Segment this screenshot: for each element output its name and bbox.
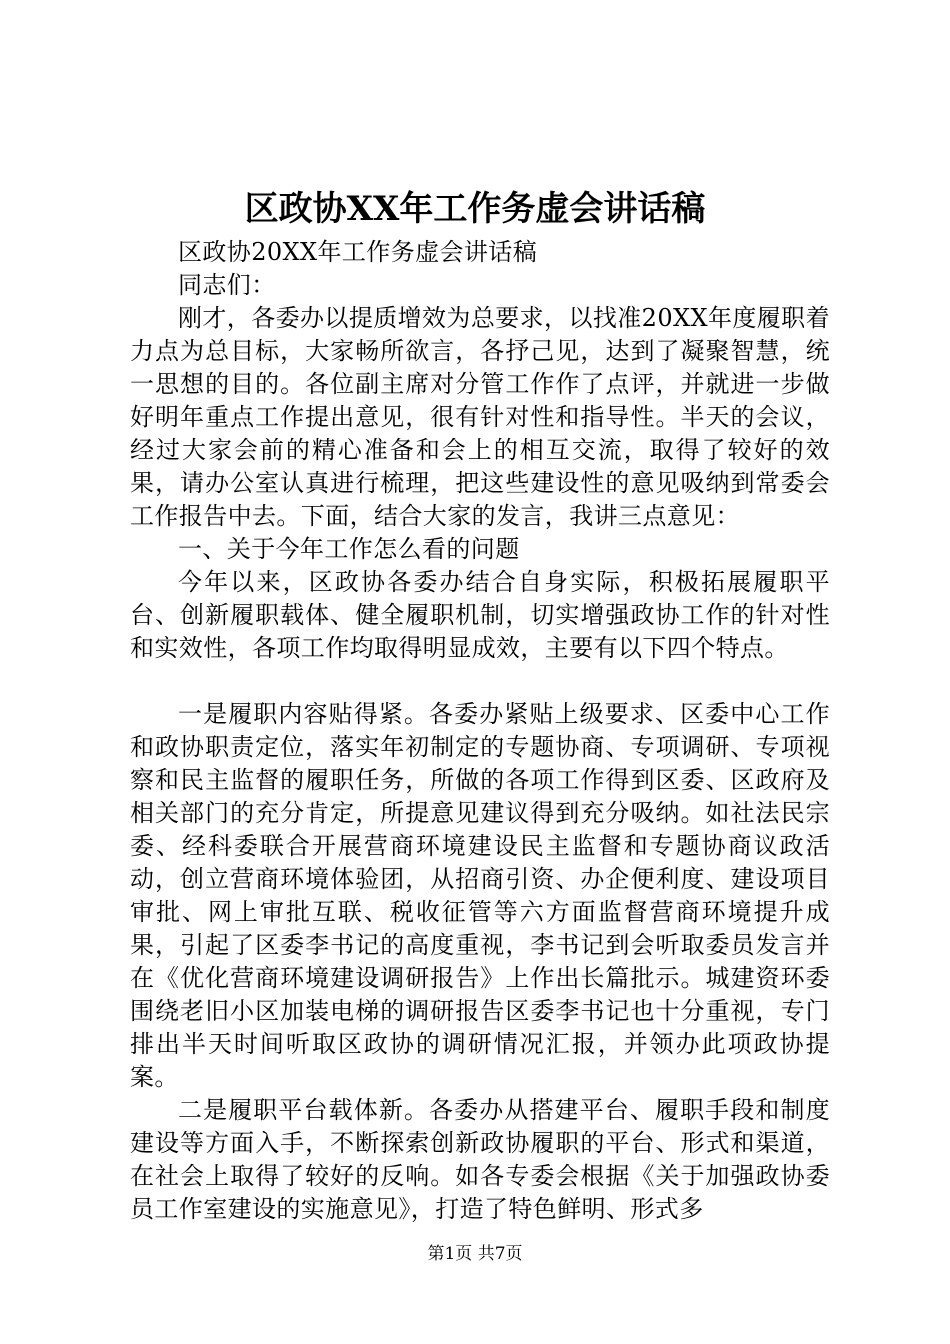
document-title: 区政协XX年工作务虚会讲话稿 (244, 189, 706, 229)
section-heading-1: 一、关于今年工作怎么看的问题 (178, 535, 520, 563)
document-body (130, 236, 830, 1226)
page-number-footer: 第1页 共7页 (427, 1244, 523, 1264)
paragraph-subtitle: 区政协20XX年工作务虚会讲话稿 (178, 238, 538, 266)
paragraph-salutation: 同志们： (178, 271, 276, 299)
paragraph-point-2: 二是履职平台载体新。各委办从搭建平台、履职手段和制度建设等方面入手，不断探索创新政协履职的平台、形式和渠道，在社会上取得了较好的反响。如各专委会根据《关于加强政协委员工作室建设的实施意见》，打造了特色鲜明、形式多 (130, 1096, 830, 1223)
paragraph-overview: 今年以来，区政协各委办结合自身实际，积极拓展履职平台、创新履职载体、健全履职机制，切实增强政协工作的针对性和实效性，各项工作均取得明显成效，主要有以下四个特点。 (130, 568, 830, 662)
blank-line (130, 665, 830, 698)
paragraph-intro: 刚才，各委办以提质增效为总要求，以找准20XX年度履职着力点为总目标，大家畅所欲言，各抒己见，达到了凝聚智慧，统一思想的目的。各位副主席对分管工作作了点评，并就进一步做好明年重点工作提出意见，很有针对性和指导性。半天的会议，经过大家会前的精心准备和会上的相互交流，取得了较好的效果，请办公室认真进行梳理，把这些建设性的意见吸纳到常委会工作报告中去。下面，结合大家的发言，我讲三点意见： (130, 304, 830, 530)
paragraph-point-1: 一是履职内容贴得紧。各委办紧贴上级要求、区委中心工作和政协职责定位，落实年初制定的专题协商、专项调研、专项视察和民主监督的履职任务，所做的各项工作得到区委、区政府及相关部门的充分肯定，所提意见建议得到充分吸纳。如社法民宗委、经科委联合开展营商环境建设民主监督和专题协商议政活动，创立营商环境体验团，从招商引资、办企便利度、建设项目审批、网上审批互联、税收征管等六方面监督营商环境提升成果，引起了区委李书记的高度重视，李书记到会听取委员发言并在《优化营商环境建设调研报告》上作出长篇批示。城建资环委围绕老旧小区加装电梯的调研报告区委李书记也十分重视，专门排出半天时间听取区政协的调研情况汇报，并领办此项政协提案。 (130, 700, 830, 1091)
